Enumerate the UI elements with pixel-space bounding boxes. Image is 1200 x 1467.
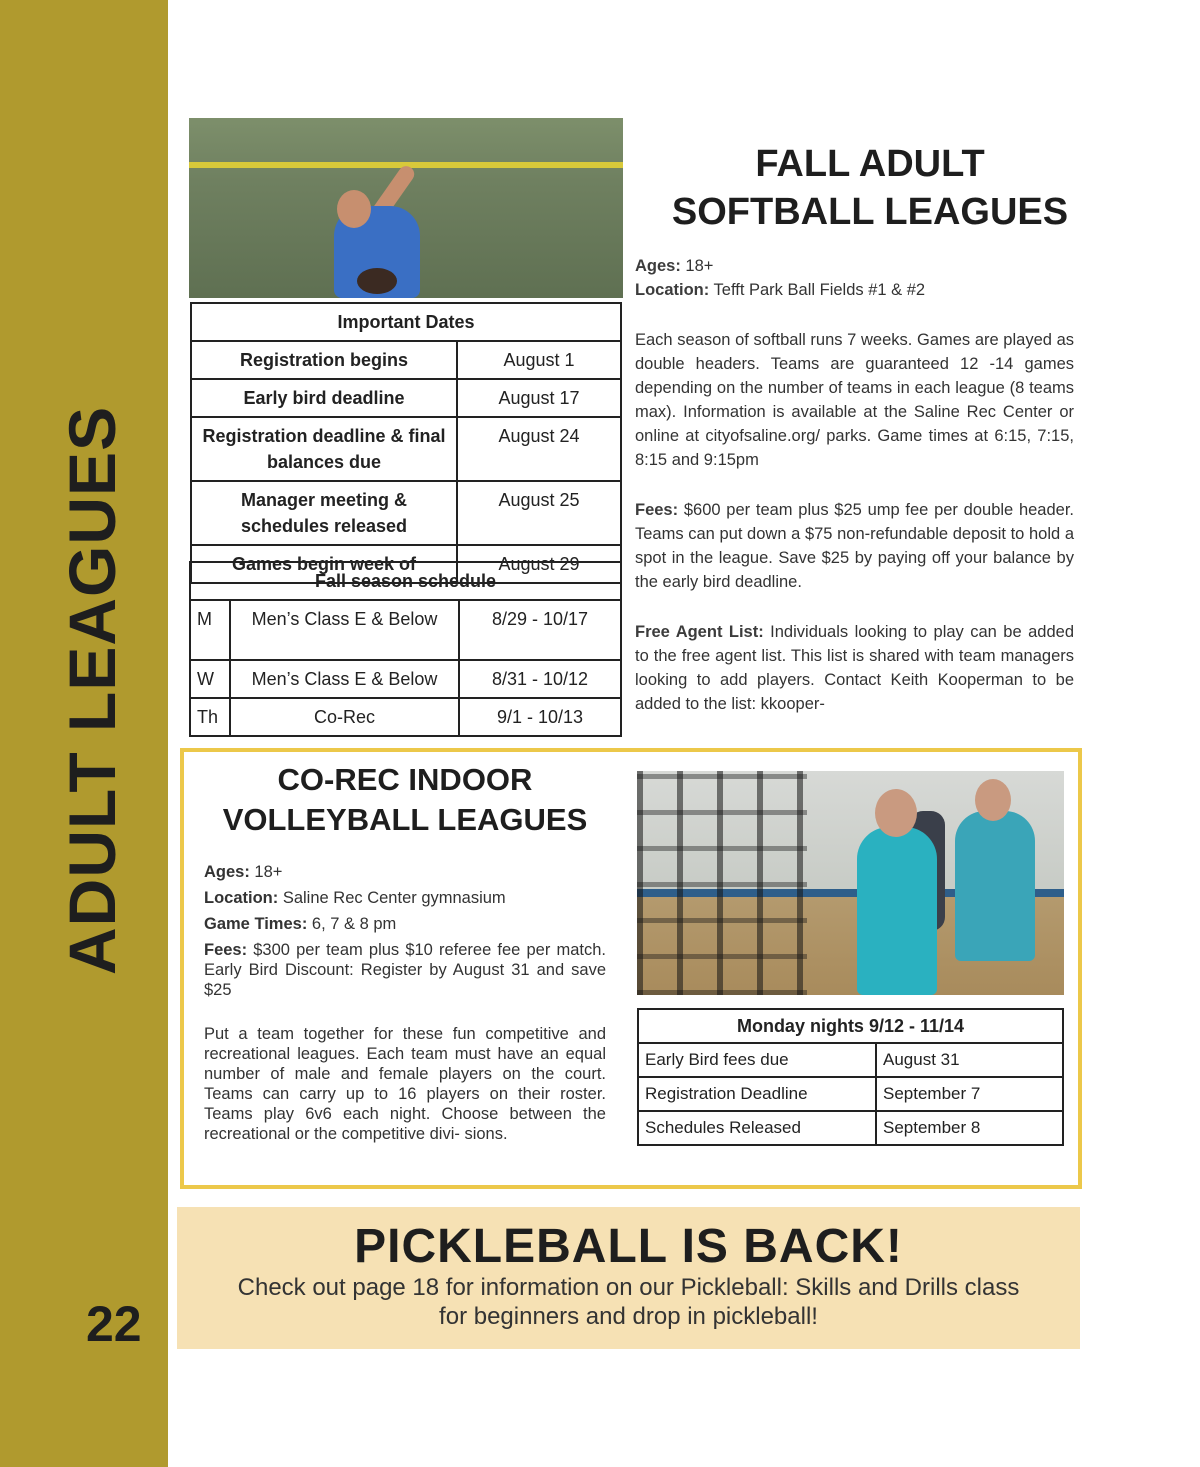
volleyball-table-header: Monday nights 9/12 - 11/14 (638, 1009, 1063, 1043)
softball-title-line1: FALL ADULT (755, 143, 985, 185)
softball-title (640, 140, 1100, 236)
table-row: W Men’s Class E & Below 8/31 - 10/12 (190, 660, 621, 698)
volleyball-net (637, 771, 807, 995)
softball-location: Location: Tefft Park Ball Fields #1 & #2 (635, 281, 926, 299)
table-row: Registration deadline & final balances due August 24 (191, 417, 621, 481)
pickleball-text: Check out page 18 for information on our Pickleball: Skills and Drills class for beginners and drop in pickleball! (237, 1274, 1020, 1330)
player-head (875, 789, 917, 837)
sidebar-title: ADULT LEAGUES (55, 405, 129, 975)
pickleball-banner (177, 1207, 1080, 1349)
player-head (337, 190, 371, 228)
softball-description (635, 254, 1074, 716)
volleyball-location: Location: Saline Rec Center gymnasium (204, 889, 506, 907)
pickleball-title: PICKLEBALL IS BACK! (354, 1220, 903, 1273)
volleyball-photo (637, 771, 1064, 995)
important-dates-table (190, 302, 622, 584)
table-row: Games begin week of August 29 (191, 545, 621, 583)
table-row: Th Co-Rec 9/1 - 10/13 (190, 698, 621, 736)
softball-fees: Fees: $600 per team plus $25 ump fee per double header. Teams can put down a $75 non-refundable deposit to hold a spot in the league. Save $25 by paying off your balance by the early bird deadline. (635, 501, 1074, 591)
table-row: Manager meeting & schedules released August 25 (191, 481, 621, 545)
table-row: Registration begins August 1 (191, 341, 621, 379)
player-figure (955, 811, 1035, 961)
volleyball-fees: Fees: $300 per team plus $10 referee fee per match. Early Bird Discount: Register by August 31 and save $25 (204, 941, 606, 999)
table-row: Registration Deadline September 7 (638, 1077, 1063, 1111)
table-row: Early bird deadline August 17 (191, 379, 621, 417)
softball-title-line2: SOFTBALL LEAGUES (671, 191, 1069, 233)
volleyball-title-line2: VOLLEYBALL LEAGUES (222, 802, 588, 837)
softball-details: Each season of softball runs 7 weeks. Games are played as double headers. Teams are guaranteed 12 -14 games depending on the number of teams in each league (8 teams max). Information is available at the Saline Rec Center or online at cityofsaline.org/ parks. Game times at 6:15, 7:15, 8:15 and 9:15pm (635, 331, 1074, 469)
volleyball-title (200, 760, 610, 840)
volleyball-dates-table (637, 1008, 1064, 1146)
table-row: Schedules Released September 8 (638, 1111, 1063, 1145)
volleyball-times: Game Times: 6, 7 & 8 pm (204, 915, 397, 933)
table-row: Early Bird fees due August 31 (638, 1043, 1063, 1077)
softball-free-agent: Free Agent List: Individuals looking to play can be added to the free agent list. This list is shared with team managers looking to add players. Contact Keith Kooperman to be added to the list: kkooper- (635, 623, 1074, 713)
volleyball-ages: Ages: 18+ (204, 863, 283, 881)
softball-photo (189, 118, 623, 298)
important-dates-header: Important Dates (191, 303, 621, 341)
volleyball-description (204, 862, 606, 1144)
page-number: 22 (86, 1296, 142, 1352)
volleyball-details: Put a team together for these fun competitive and recreational leagues. Each team must have an equal number of male and female players on the court. Teams can carry up to 16 players on their roster. Teams play 6v6 each night. Choose between the recreational or the competitive divi- sions. (204, 1025, 606, 1143)
player-head (975, 779, 1011, 821)
table-row: M Men’s Class E & Below 8/29 - 10/17 (190, 600, 621, 660)
player-figure (857, 827, 937, 995)
glove-icon (357, 268, 397, 294)
volleyball-title-line1: CO-REC INDOOR (277, 762, 533, 797)
fall-schedule-header: Fall season schedule (190, 562, 621, 600)
softball-ages: Ages: 18+ (635, 257, 714, 275)
fall-schedule-table (189, 561, 622, 737)
